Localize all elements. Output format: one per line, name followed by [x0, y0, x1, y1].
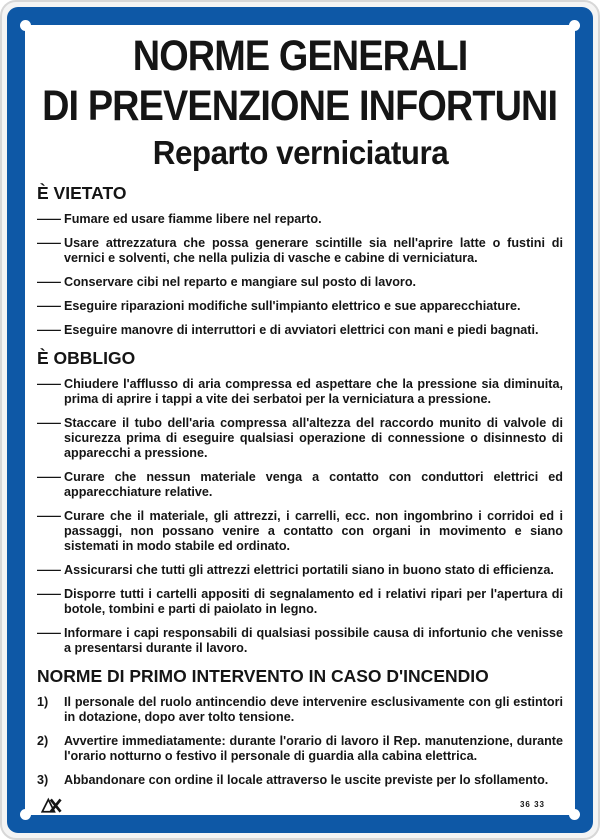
item-marker: [37, 563, 64, 578]
dash-icon: —: [37, 275, 61, 289]
list-item: [37, 416, 563, 461]
numbered-item: [37, 773, 563, 788]
dash-icon: —: [37, 416, 61, 430]
item-number: 1): [37, 695, 49, 709]
section-heading-vietato: È VIETATO: [37, 183, 127, 203]
list-item: [37, 563, 563, 578]
item-marker: [37, 626, 64, 641]
sign-subtitle: Reparto verniciatura: [152, 134, 448, 171]
list-item: [37, 212, 563, 227]
item-text: Assicurarsi che tutti gli attrezzi elettrici portatili siano in buono stato di efficienza.: [64, 563, 554, 577]
numbered-item: [37, 695, 563, 725]
sign-title-line2: DI PREVENZIONE INFORTUNI: [42, 82, 558, 130]
item-text: Chiudere l'afflusso di aria compressa ed aspettare che la pressione sia diminuita, prima di aprire i tappi a vite dei serbatoi per la verniciatura a pressione.: [64, 377, 563, 406]
item-text: Fumare ed usare fiamme libere nel reparto.: [64, 212, 322, 226]
dash-icon: —: [37, 587, 61, 601]
item-text: Staccare il tubo dell'aria compressa all'altezza del raccordo munito di valvole di sicurezza prima di eseguire qualsiasi operazione di connessione o disinnesto di apparecchi a pressione.: [64, 416, 563, 460]
list-item: [37, 587, 563, 617]
item-marker: [37, 509, 64, 524]
list-item: [37, 236, 563, 266]
sign-title-line1: NORME GENERALI: [132, 32, 468, 80]
item-text: Avvertire immediatamente: durante l'orario di lavoro il Rep. manutenzione, durante l'orario notturno o festivo il personale di guardia alla cabina elettrica.: [64, 734, 563, 763]
item-text: Disporre tutti i cartelli appositi di segnalamento ed i relativi ripari per l'apertura di botole, tombini e parti di paiolato in legno.: [64, 587, 563, 616]
item-marker: [37, 323, 64, 338]
item-text: Curare che il materiale, gli attrezzi, i carrelli, ecc. non ingombrino i corridoi ed i passaggi, non possano venire a contatto con organi in movimento e siano sistemati in modo stabile ed ordinato.: [64, 509, 563, 553]
manufacturer-logo-icon: [41, 797, 63, 813]
dash-icon: —: [37, 299, 61, 313]
item-text: Usare attrezzatura che possa generare scintille sia nell'aprire latte o fustini di vernici e solventi, che nella pulizia di vasche e cabine di verniciatura.: [64, 236, 563, 265]
item-marker: [37, 275, 64, 290]
item-text: Eseguire manovre di interruttori e di avviatori elettrici con mani e piedi bagnati.: [64, 323, 539, 337]
item-number: 2): [37, 734, 49, 748]
list-item: [37, 299, 563, 314]
dash-icon: —: [37, 236, 61, 250]
sign-content-panel: [25, 25, 575, 815]
item-number: 3): [37, 773, 49, 787]
dash-icon: —: [37, 470, 61, 484]
dash-icon: —: [37, 563, 61, 577]
item-text: Curare che nessun materiale venga a contatto con conduttori elettrici ed apparecchiature relative.: [64, 470, 563, 499]
item-marker: [37, 416, 64, 431]
list-item: [37, 509, 563, 554]
dash-icon: —: [37, 377, 61, 391]
item-marker: [37, 212, 64, 227]
item-marker: [37, 470, 64, 485]
list-item: [37, 626, 563, 656]
sign-title-block: [37, 31, 563, 173]
item-marker: [37, 587, 64, 602]
dash-icon: —: [37, 323, 61, 337]
list-item: [37, 275, 563, 290]
item-marker: [37, 236, 64, 251]
section-heading-incendio: NORME DI PRIMO INTERVENTO IN CASO D'INCENDIO: [37, 666, 489, 686]
list-item: [37, 323, 563, 338]
section-heading-obbligo: È OBBLIGO: [37, 348, 136, 368]
item-marker: [37, 377, 64, 392]
item-text: Abbandonare con ordine il locale attraverso le uscite previste per lo sfollamento.: [64, 773, 549, 787]
item-text: Informare i capi responsabili di qualsiasi possibile causa di infortunio che venisse a presentarsi durante il lavoro.: [64, 626, 563, 655]
sign-article-code: 36 33: [519, 800, 545, 809]
list-item: [37, 470, 563, 500]
item-text: Il personale del ruolo antincendio deve intervenire esclusivamente con gli estintori in dotazione, dopo aver tolto tensione.: [64, 695, 563, 724]
list-item: [37, 377, 563, 407]
dash-icon: —: [37, 212, 61, 226]
dash-icon: —: [37, 626, 61, 640]
item-text: Conservare cibi nel reparto e mangiare sul posto di lavoro.: [64, 275, 417, 289]
item-marker: [37, 299, 64, 314]
numbered-item: [37, 734, 563, 764]
item-text: Eseguire riparazioni modifiche sull'impianto elettrico e sue apparecchiature.: [64, 299, 521, 313]
dash-icon: —: [37, 509, 61, 523]
